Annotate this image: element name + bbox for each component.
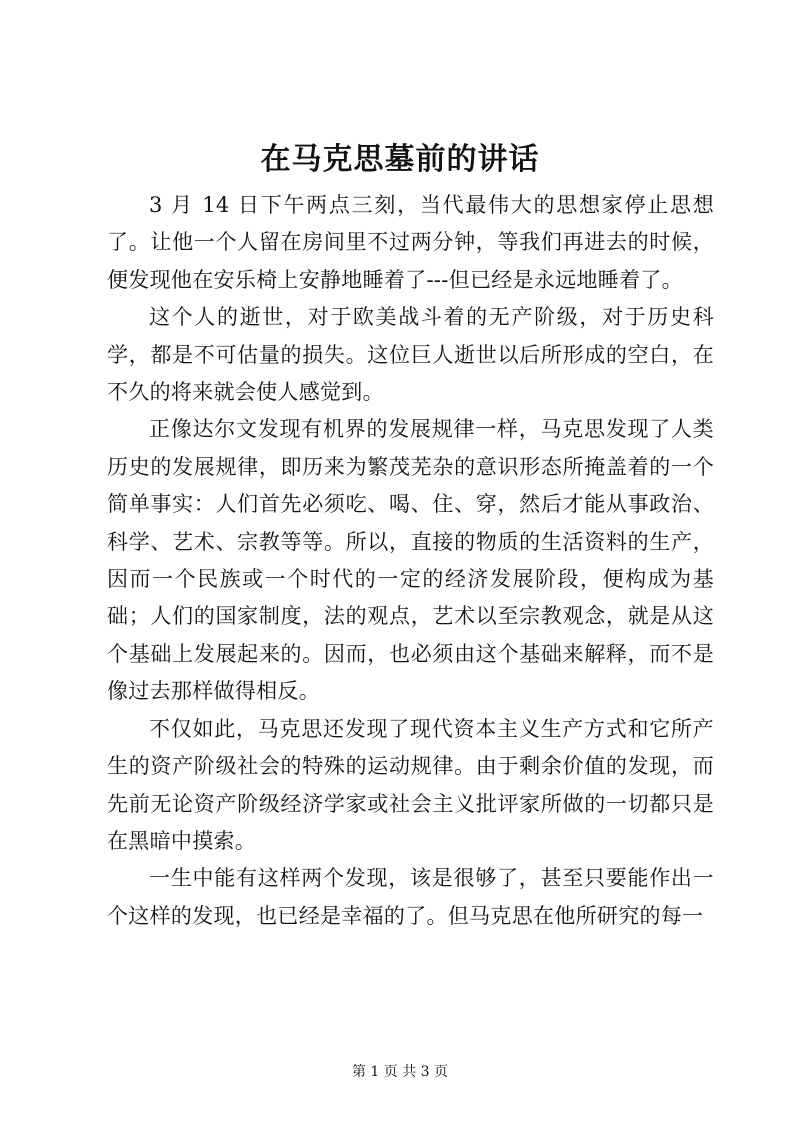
page-footer: 第 1 页 共 3 页	[351, 1064, 449, 1080]
paragraph: 正像达尔文发现有机界的发展规律一样，马克思发现了人类历史的发展规律，即历来为繁茂芜杂的意识形态所掩盖着的一个简单事实：人们首先必须吃、喝、住、穿，然后才能从事政治、科学、艺术、宗教等等。所以，直接的物质的生活资料的生产，因而一个民族或一个时代的一定的经济发展阶段，便构成为基础；人们的国家制度，法的观点，艺术以至宗教观念，就是从这个基础上发展起来的。因而，也必须由这个基础来解释，而不是像过去那样做得相反。	[107, 417, 714, 704]
paragraph: 不仅如此，马克思还发现了现代资本主义生产方式和它所产生的资产阶级社会的特殊的运动规律。由于剩余价值的发现，而先前无论资产阶级经济学家或社会主义批评家所做的一切都只是在黑暗中摸索。	[107, 716, 714, 853]
paragraph: 3 月 14 日下午两点三刻，当代最伟大的思想家停止思想了。让他一个人留在房间里不过两分钟，等我们再进去的时候，便发现他在安乐椅上安静地睡着了---但已经是永远地睡着了。	[107, 193, 714, 292]
paragraph: 这个人的逝世，对于欧美战斗着的无产阶级，对于历史科学，都是不可估量的损失。这位巨人逝世以后所形成的空白，在不久的将来就会使人感觉到。	[107, 305, 714, 405]
document-body	[107, 187, 714, 935]
paragraph: 一生中能有这样两个发现，该是很够了，甚至只要能作出一个这样的发现，也已经是幸福的了。但马克思在他所研究的每一	[107, 866, 714, 928]
page-title: 在马克思墓前的讲话	[260, 142, 540, 177]
